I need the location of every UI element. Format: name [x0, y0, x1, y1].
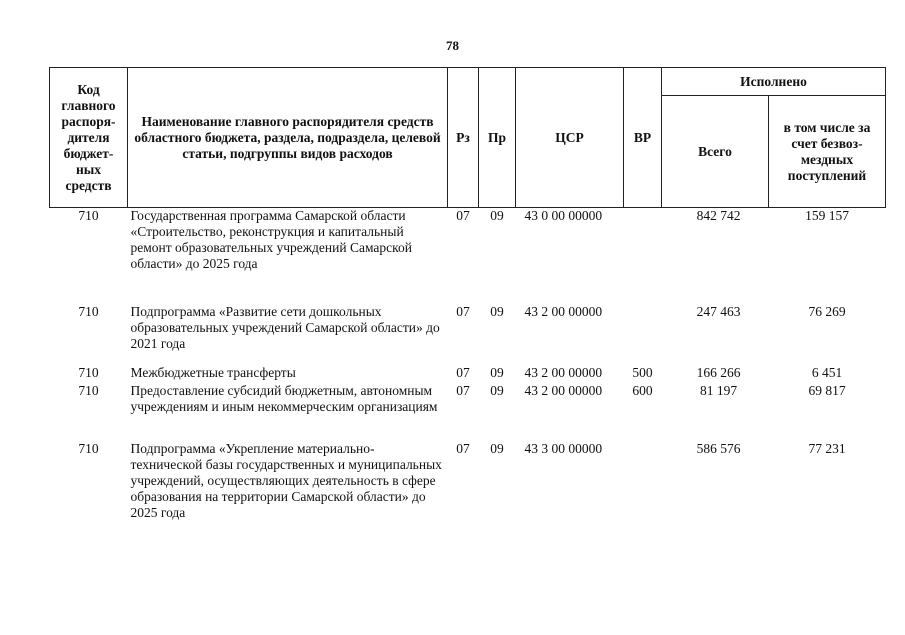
cell-code: 710 [78, 303, 99, 319]
table-row [50, 365, 886, 383]
cell-free: 77 231 [808, 440, 846, 456]
cell-csr: 43 2 00 00000 [524, 382, 603, 398]
cell-pr: 09 [490, 364, 504, 380]
cell-name: Государственная программа Самарской области «Строительство, реконструкция и капитальный ремонт образовательных учреждений Самарской области» до 2025 года [130, 208, 412, 271]
table-row [50, 208, 886, 304]
cell-rz: 07 [456, 364, 470, 380]
cell-vr: 500 [632, 364, 653, 380]
header-vr: ВР [624, 68, 662, 208]
table-row [50, 304, 886, 365]
cell-total: 842 742 [696, 208, 741, 223]
cell-pr: 09 [490, 440, 504, 456]
cell-code: 710 [78, 208, 99, 223]
cell-free: 6 451 [811, 364, 843, 380]
cell-rz: 07 [456, 208, 470, 223]
cell-vr: 600 [632, 382, 653, 398]
cell-name: Подпрограмма «Развитие сети дошкольных образовательных учреждений Самарской области» до 2021 года [130, 303, 440, 351]
cell-csr: 43 3 00 00000 [524, 440, 603, 456]
cell-code: 710 [78, 364, 99, 380]
cell-pr: 09 [490, 208, 504, 223]
cell-total: 586 576 [696, 440, 741, 456]
cell-vr [624, 208, 662, 304]
page-number: 78 [446, 38, 459, 53]
cell-name: Предоставление субсидий бюджетным, автономным учреждениям и иным некоммерческим организациям [130, 382, 438, 414]
header-rz: Рз [448, 68, 479, 208]
header-csr: ЦСР [516, 68, 624, 208]
cell-free: 159 157 [805, 208, 849, 223]
header-free: в том числе за счет безвоз-мездных поступлений [769, 96, 886, 208]
cell-rz: 07 [456, 382, 470, 398]
table-row [50, 441, 886, 537]
header-name: Наименование главного распорядителя средств областного бюджета, раздела, подраздела, целевой статьи, подгруппы видов расходов [128, 68, 448, 208]
cell-csr: 43 2 00 00000 [524, 303, 603, 319]
cell-rz: 07 [456, 303, 470, 319]
cell-name: Межбюджетные трансферты [130, 364, 296, 380]
cell-total: 247 463 [696, 303, 741, 319]
cell-pr: 09 [490, 303, 504, 319]
cell-csr: 43 2 00 00000 [524, 364, 603, 380]
header-code: Код главного распоря-дителя бюджет-ных средств [50, 68, 128, 208]
cell-pr: 09 [490, 382, 504, 398]
cell-free: 76 269 [808, 303, 846, 319]
cell-vr [624, 304, 662, 365]
cell-csr: 43 0 00 00000 [524, 208, 603, 223]
cell-vr [624, 441, 662, 537]
cell-total: 81 197 [699, 382, 738, 398]
header-pr: Пр [479, 68, 516, 208]
cell-name: Подпрограмма «Укрепление материально-технической базы государственных и муниципальных учреждений, осуществляющих деятельность в сфере образования на территории Самарской области» до 2025 года [130, 440, 442, 520]
cell-free: 69 817 [808, 382, 846, 398]
cell-code: 710 [78, 382, 99, 398]
budget-table [49, 67, 886, 537]
cell-code: 710 [78, 440, 99, 456]
cell-total: 166 266 [696, 364, 741, 380]
cell-rz: 07 [456, 440, 470, 456]
header-total: Всего [662, 96, 769, 208]
header-executed: Исполнено [662, 68, 886, 96]
table-row [50, 383, 886, 441]
